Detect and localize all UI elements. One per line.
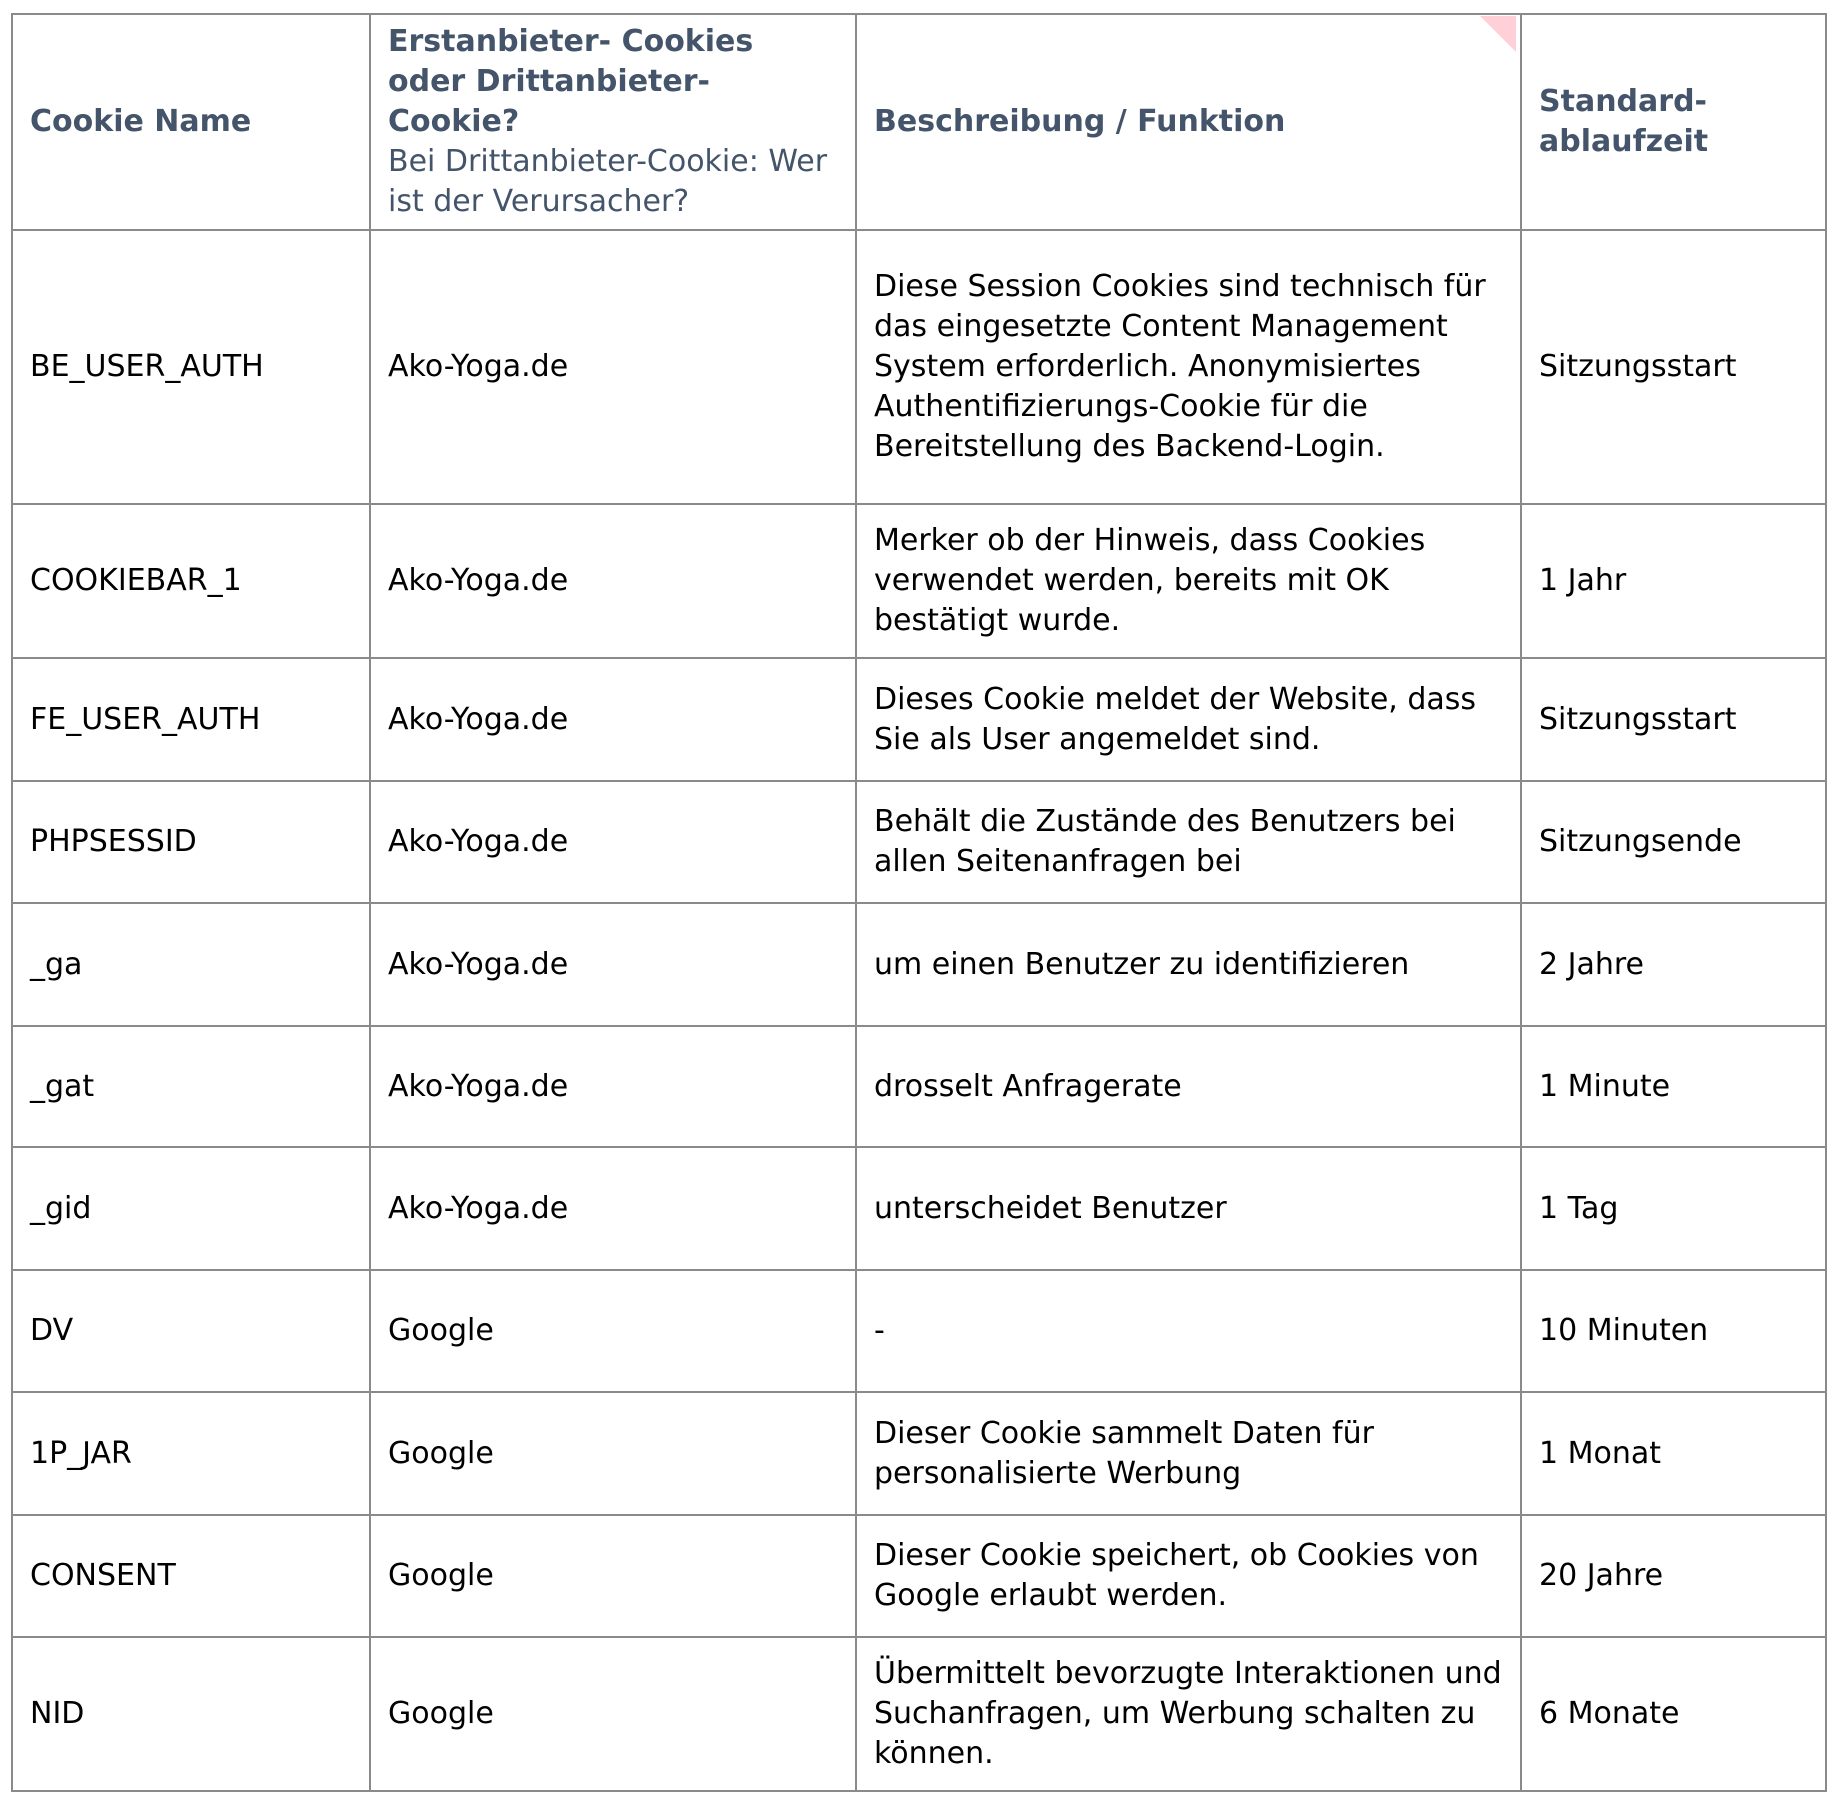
cookie-table bbox=[11, 13, 1827, 1792]
cell-expiry: Sitzungsende bbox=[1521, 781, 1826, 903]
cell-name: 1P_JAR bbox=[12, 1392, 370, 1515]
cell-provider: Google bbox=[370, 1392, 856, 1515]
cell-description: drosselt Anfragerate bbox=[856, 1026, 1521, 1147]
table-row bbox=[12, 903, 1826, 1026]
cell-provider: Google bbox=[370, 1270, 856, 1392]
cell-name: FE_USER_AUTH bbox=[12, 658, 370, 781]
cell-provider: Ako-Yoga.de bbox=[370, 1026, 856, 1147]
cell-description: Dieser Cookie speichert, ob Cookies von Google erlaubt werden. bbox=[856, 1515, 1521, 1637]
cell-expiry: 1 Monat bbox=[1521, 1392, 1826, 1515]
cell-expiry: Sitzungsstart bbox=[1521, 658, 1826, 781]
cell-description: Dieser Cookie sammelt Daten für personalisierte Werbung bbox=[856, 1392, 1521, 1515]
cell-expiry: 6 Monate bbox=[1521, 1637, 1826, 1791]
cell-name: PHPSESSID bbox=[12, 781, 370, 903]
header-provider bbox=[370, 14, 856, 230]
table-row bbox=[12, 1637, 1826, 1791]
table-row bbox=[12, 1026, 1826, 1147]
cell-expiry: 20 Jahre bbox=[1521, 1515, 1826, 1637]
cell-description: unterscheidet Benutzer bbox=[856, 1147, 1521, 1270]
table-row bbox=[12, 1392, 1826, 1515]
cell-name: NID bbox=[12, 1637, 370, 1791]
cell-description: Behält die Zustände des Benutzers bei allen Seitenanfragen bei bbox=[856, 781, 1521, 903]
cell-expiry: 1 Tag bbox=[1521, 1147, 1826, 1270]
cell-expiry: 10 Minuten bbox=[1521, 1270, 1826, 1392]
header-provider-subtitle: Bei Drittanbieter-Cookie: Wer ist der Verursacher? bbox=[388, 144, 828, 219]
table-row bbox=[12, 1147, 1826, 1270]
table-row bbox=[12, 504, 1826, 658]
cell-name: CONSENT bbox=[12, 1515, 370, 1637]
comment-marker-icon bbox=[1480, 16, 1516, 52]
cell-expiry: Sitzungsstart bbox=[1521, 230, 1826, 504]
cell-name: _gat bbox=[12, 1026, 370, 1147]
cell-expiry: 1 Jahr bbox=[1521, 504, 1826, 658]
cell-description: Merker ob der Hinweis, dass Cookies verwendet werden, bereits mit OK bestätigt wurde. bbox=[856, 504, 1521, 658]
table-row bbox=[12, 1270, 1826, 1392]
cell-description: Übermittelt bevorzugte Interaktionen und Suchanfragen, um Werbung schalten zu können. bbox=[856, 1637, 1521, 1791]
cell-name: COOKIEBAR_1 bbox=[12, 504, 370, 658]
cell-provider: Ako-Yoga.de bbox=[370, 781, 856, 903]
header-cookie-name: Cookie Name bbox=[12, 14, 370, 230]
header-provider-title: Erstanbieter- Cookies oder Drittanbieter- Cookie? bbox=[388, 24, 754, 139]
cell-name: BE_USER_AUTH bbox=[12, 230, 370, 504]
header-expiry: Standard- ablaufzeit bbox=[1521, 14, 1826, 230]
table-header-row bbox=[12, 14, 1826, 230]
header-description: Beschreibung / Funktion bbox=[856, 14, 1521, 230]
cell-description: Diese Session Cookies sind technisch für das eingesetzte Content Management System erforderlich. Anonymisiertes Authentifizierungs-Cookie für die Bereitstellung des Backend-Login. bbox=[856, 230, 1521, 504]
cell-provider: Ako-Yoga.de bbox=[370, 903, 856, 1026]
cell-expiry: 1 Minute bbox=[1521, 1026, 1826, 1147]
cell-provider: Ako-Yoga.de bbox=[370, 504, 856, 658]
cell-expiry: 2 Jahre bbox=[1521, 903, 1826, 1026]
cell-name: _gid bbox=[12, 1147, 370, 1270]
cell-provider: Ako-Yoga.de bbox=[370, 1147, 856, 1270]
table-row bbox=[12, 230, 1826, 504]
cell-description: um einen Benutzer zu identifizieren bbox=[856, 903, 1521, 1026]
cell-description: Dieses Cookie meldet der Website, dass Sie als User angemeldet sind. bbox=[856, 658, 1521, 781]
cell-provider: Google bbox=[370, 1515, 856, 1637]
table-row bbox=[12, 658, 1826, 781]
table-row bbox=[12, 1515, 1826, 1637]
table-row bbox=[12, 781, 1826, 903]
cell-provider: Ako-Yoga.de bbox=[370, 658, 856, 781]
cell-name: _ga bbox=[12, 903, 370, 1026]
cell-provider: Ako-Yoga.de bbox=[370, 230, 856, 504]
cell-name: DV bbox=[12, 1270, 370, 1392]
cell-provider: Google bbox=[370, 1637, 856, 1791]
cell-description: - bbox=[856, 1270, 1521, 1392]
